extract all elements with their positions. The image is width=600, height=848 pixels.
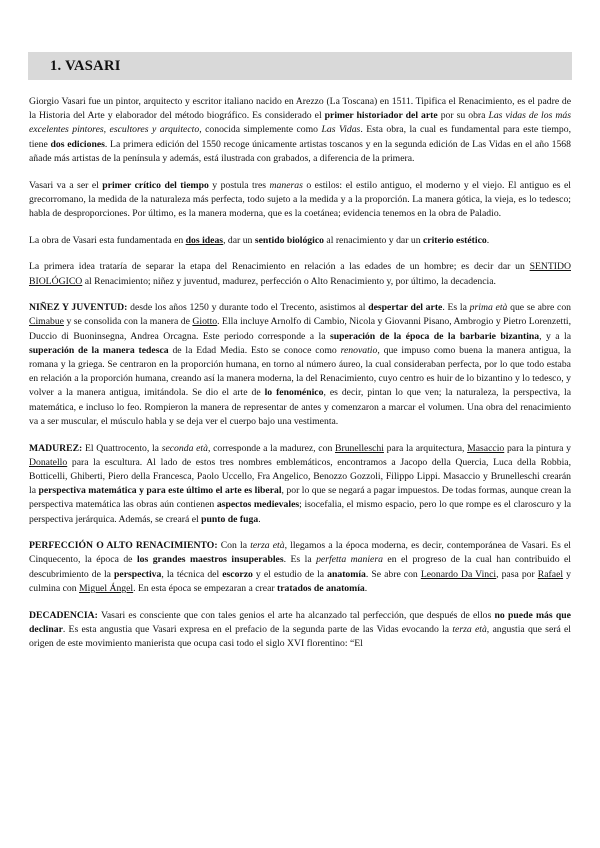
paragraph-decadencia: DECADENCIA: Vasari es consciente que con tales genios el arte ha alcanzado tal perfección, que después de ellos no puede más que declinar. Es esta angustia que Vasari expresa en el prefacio de la segunda parte de las Vidas evocando la terza età, angustia que será el origen de este movimiento manierista que ocupa casi todo el siglo XVI florentino: “El — [29, 609, 572, 649]
paragraph-ninez-juventud: NIÑEZ Y JUVENTUD: desde los años 1250 y durante todo el Trecento, asistimos al despertar del arte. Es la prima età que se abre con Cimabue y se consolida con la manera de Giotto. Ella incluye Arnolfo di Cambio, Nicola y Giovanni Pisano, Ambrogio y Pietro Lorenzetti, Duccio di Buoninsegna, Andrea Orcagna. Este periodo corresponde a la superación de la época de la barbarie bizantina, y a la superación de la manera tedesca de la Edad Media. Esto se conoce como renovatio, que impuso como buena la manera antigua, la romana y la griega. Se centraron en la proporción humana, en torno al número áureo, la cual consideraban perfecta, por lo que todo estaba en relación a la proporción humana, creando así la manera moderna, la del Renacimiento, cuyo centro es huir de lo bizantino y lo tedesco, y volver a la manera antigua, imitándola. Se dio el arte de lo fenoménico, es decir, pintan lo que ven; la naturaleza, la perspectiva, la matemática, e incluso lo feo. Rompieron la manera de representar de antes y comenzaron a marcar el volumen. Una obra del renacimiento va a ser muscular, el músculo habla y se deja ver el cuerpo bajo una vestimenta. — [29, 302, 572, 427]
paragraph-maneras: Vasari va a ser el primer crítico del tiempo y postula tres maneras o estilos: el estilo antiguo, el moderno y el viejo. El antiguo es el grecorromano, la medida de la naturaleza más perfecta, todo sujeto a la medida y a la proporción. La manera gótica, la vieja, es lo tedesco; habla de desproporciones. Por último, es la manera moderna, que es la coetánea; evidencia tenemos en la obra de Paladio. — [29, 179, 571, 219]
paragraph-perfeccion: PERFECCIÓN O ALTO RENACIMIENTO: Con la terza età, llegamos a la época moderna, es decir, contemporánea de Vasari. Es el Cinquecento, la época de los grandes maestros insuperables. Es la perfetta maniera en el progreso de la cual han contribuido el descubrimiento de la perspectiva, la técnica del escorzo y el estudio de la anatomía. Se abre con Leonardo Da Vinci, pasa por Rafael y culmina con Miguel Ángel. En esta época se empezaran a crear tratados de anatomía. — [29, 540, 571, 594]
paragraph-madurez: MADUREZ: El Quattrocento, la seconda età, corresponde a la madurez, con Brunelleschi para la arquitectura, Masaccio para la pintura y Donatello para la escultura. Al lado de estos tres nombres emblemáticos, encontramos a Jacopo della Quercia, Luca della Robbia, Botticelli, Ghiberti, Piero della Francesca, Paolo Uccello, Fra Angelico, Benozzo Gozzoli, Filippo Lippi. Masaccio y Brunelleschi crearán la perspectiva matemática y para este último el arte es liberal, por lo que se negará a pagar impuestos. De todas formas, aunque crean la perspectiva matemática las obras aún contienen aspectos medievales; isocefalia, el mismo espacio, pero lo que rompe es el claroscuro y la perspectiva jerárquica. Además, se creará el punto de fuga. — [29, 442, 572, 525]
document-body — [29, 95, 571, 664]
paragraph-sentido-biologico: La primera idea trataría de separar la etapa del Renacimiento en relación a las edades de un hombre; es decir dar un SENTIDO BIOLÓGICO al Renacimiento; niñez y juventud, madurez, perfección o Alto Renacimiento y, por último, la decadencia. — [29, 261, 571, 287]
section-heading-bar — [28, 52, 572, 80]
paragraph-intro: Giorgio Vasari fue un pintor, arquitecto y escritor italiano nacido en Arezzo (La Toscana) en 1511. Tipifica el Renacimiento, es el padre de la Historia del Arte y elaborador del método biográfico. Es considerado el primer historiador del arte por su obra Las vidas de los más excelentes pintores, escultores y arquitecto, conocida simplemente como Las Vidas. Esta obra, la cual es fundamental para este tiempo, tiene dos ediciones. La primera edición del 1550 recoge únicamente artistas toscanos y en la segunda edición de Las Vidas en el año 1568 añade más artistas de la península y además, está ilustrada con grabados, a diferencia de la primera. — [29, 96, 571, 164]
paragraph-dos-ideas: La obra de Vasari esta fundamentada en dos ideas, dar un sentido biológico al renacimiento y dar un criterio estético. — [29, 234, 490, 246]
section-heading: 1. VASARI — [50, 58, 121, 74]
